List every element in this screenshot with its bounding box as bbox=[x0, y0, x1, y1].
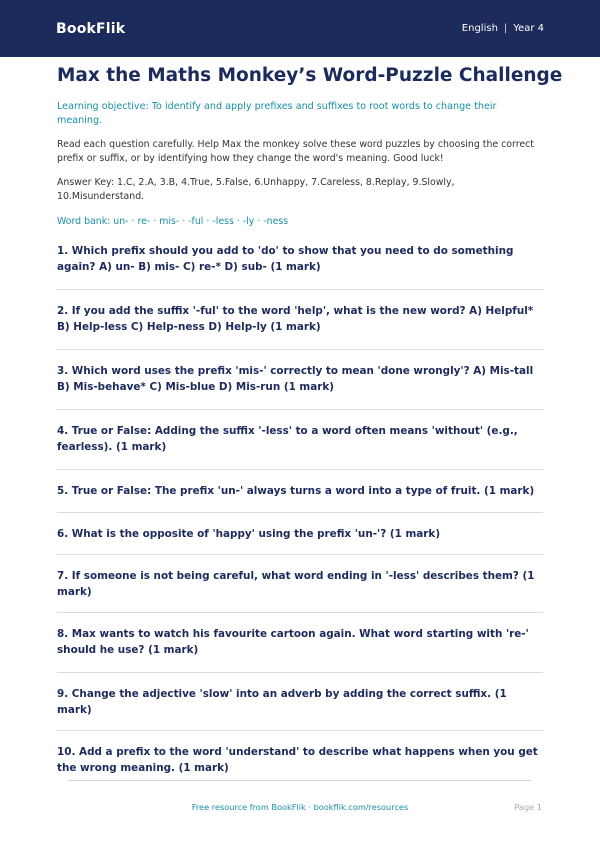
question-7: 7. If someone is not being careful, what word ending in '-less' describes them? (1 mark) bbox=[57, 569, 543, 613]
page-number: Page 1 bbox=[514, 802, 542, 812]
footer-divider bbox=[68, 780, 531, 781]
footer-resource-link[interactable]: Free resource from BookFlik · bookflik.com/resources bbox=[191, 802, 409, 812]
site-header bbox=[0, 0, 600, 57]
learning-objective: Learning objective: To identify and apply prefixes and suffixes to root words to change their meaning. bbox=[57, 101, 497, 126]
page-title: Max the Maths Monkey’s Word-Puzzle Challenge bbox=[57, 65, 563, 86]
subject-label: English bbox=[461, 23, 498, 34]
header-meta bbox=[462, 23, 544, 34]
question-6: 6. What is the opposite of 'happy' using the prefix 'un-'? (1 mark) bbox=[57, 527, 543, 556]
brand-logo-text[interactable]: BookFlik bbox=[56, 20, 126, 37]
question-3: 3. Which word uses the prefix 'mis-' correctly to mean 'done wrongly'? A) Mis-tall B) Mis-behave* C) Mis-blue D) Mis-run (1 mark) bbox=[57, 364, 543, 410]
word-bank: Word bank: un- · re- · mis- · -ful · -less · -ly · -ness bbox=[57, 216, 289, 227]
header-separator: | bbox=[503, 23, 508, 34]
question-1: 1. Which prefix should you add to 'do' to show that you need to do something again? A) un- B) mis- C) re-* D) sub- (1 mark) bbox=[57, 244, 543, 290]
question-5: 5. True or False: The prefix 'un-' always turns a word into a type of fruit. (1 mark) bbox=[57, 484, 543, 513]
question-10: 10. Add a prefix to the word 'understand' to describe what happens when you get the wrong meaning. (1 mark) bbox=[57, 746, 538, 774]
answer-key: Answer Key: 1.C, 2.A, 3.B, 4.True, 5.False, 6.Unhappy, 7.Careless, 8.Replay, 9.Slowly, 10.Misunderstand. bbox=[57, 177, 455, 202]
question-9: 9. Change the adjective 'slow' into an adverb by adding the correct suffix. (1 mark) bbox=[57, 687, 543, 731]
question-4: 4. True or False: Adding the suffix '-less' to a word often means 'without' (e.g., fearless). (1 mark) bbox=[57, 424, 543, 470]
question-2: 2. If you add the suffix '-ful' to the word 'help', what is the new word? A) Helpful* B) Help-less C) Help-ness D) Help-ly (1 mark) bbox=[57, 304, 543, 350]
year-label: Year 4 bbox=[513, 23, 544, 34]
question-8: 8. Max wants to watch his favourite cartoon again. What word starting with 're-' should he use? (1 mark) bbox=[57, 627, 543, 673]
intro-text: Read each question carefully. Help Max the monkey solve these word puzzles by choosing the correct prefix or suffix, or by identifying how they change the word's meaning. Good luck! bbox=[57, 139, 534, 164]
worksheet-content bbox=[57, 64, 563, 790]
